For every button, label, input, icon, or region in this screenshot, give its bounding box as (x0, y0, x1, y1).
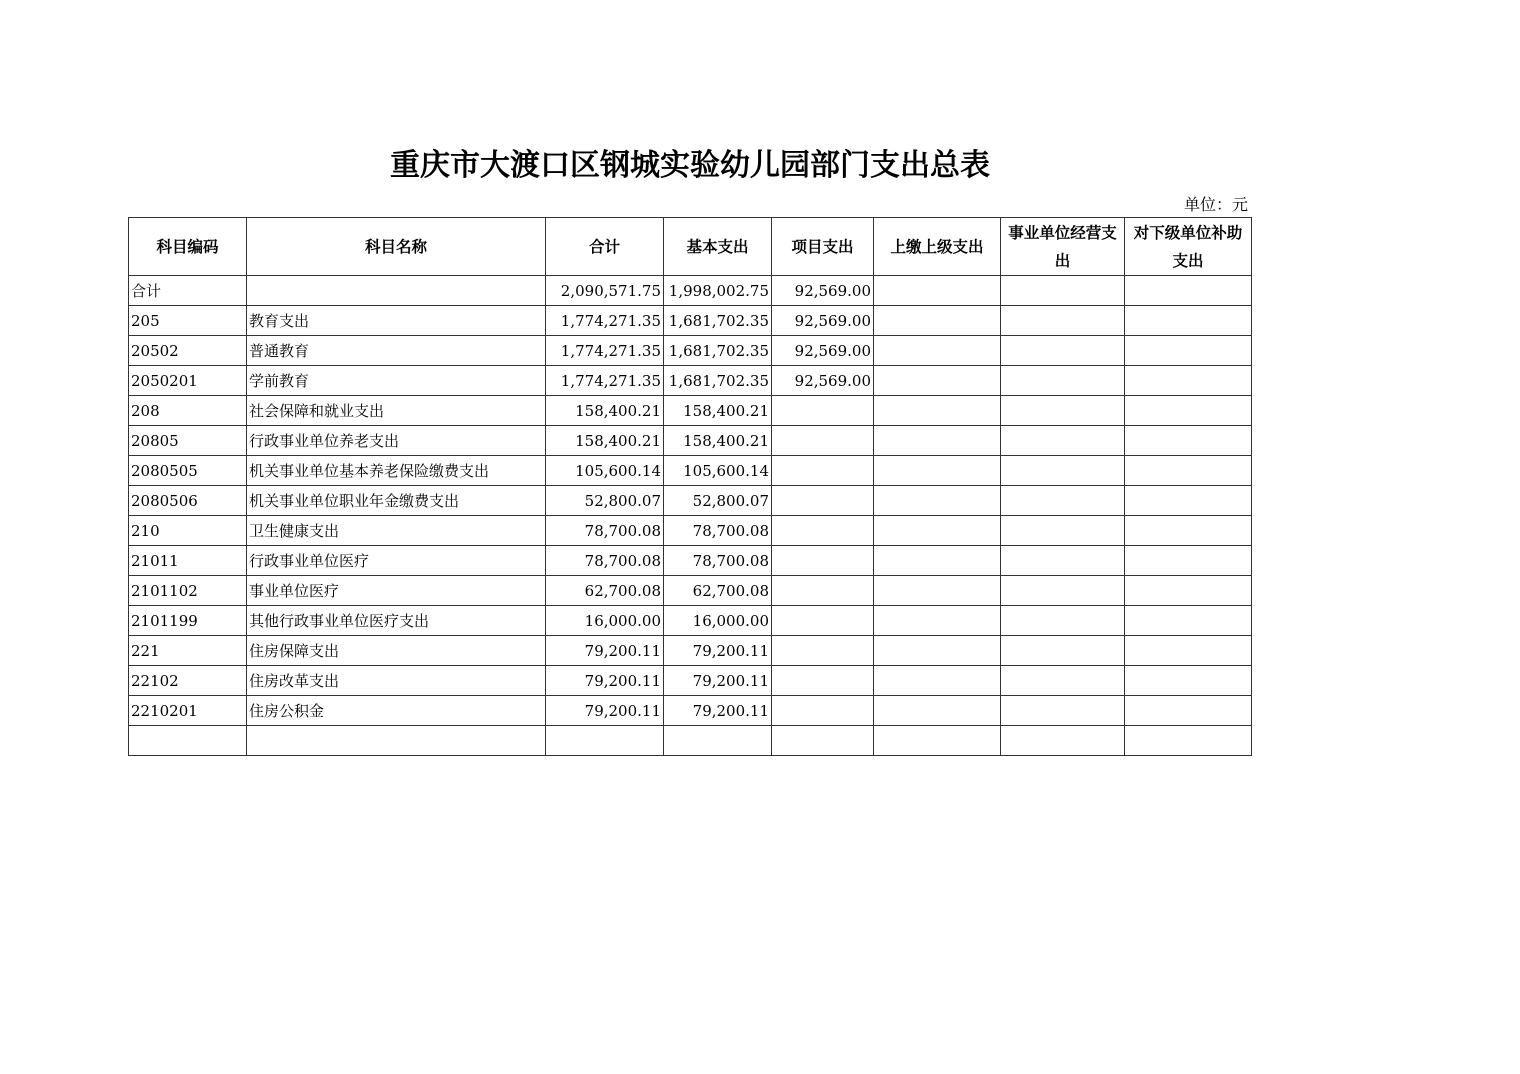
cell-subsidy (1125, 456, 1252, 486)
cell-code: 20502 (129, 336, 247, 366)
cell-subsidy (1125, 306, 1252, 336)
cell-upper (874, 546, 1001, 576)
cell-subsidy (1125, 666, 1252, 696)
cell-upper (874, 396, 1001, 426)
cell-name: 普通教育 (247, 336, 546, 366)
cell-total: 16,000.00 (546, 606, 664, 636)
cell-code: 2210201 (129, 696, 247, 726)
cell-code: 208 (129, 396, 247, 426)
cell-code: 21011 (129, 546, 247, 576)
cell-code: 221 (129, 636, 247, 666)
cell-total: 1,774,271.35 (546, 306, 664, 336)
table-row (129, 606, 1252, 636)
cell-business (1001, 486, 1125, 516)
cell-basic: 79,200.11 (664, 696, 772, 726)
cell-upper (874, 606, 1001, 636)
cell-name: 机关事业单位基本养老保险缴费支出 (247, 456, 546, 486)
cell-subsidy (1125, 696, 1252, 726)
cell-subsidy (1125, 486, 1252, 516)
cell-basic: 78,700.08 (664, 546, 772, 576)
cell-code: 2080505 (129, 456, 247, 486)
cell-basic: 62,700.08 (664, 576, 772, 606)
table-body (129, 276, 1252, 756)
cell-name: 住房保障支出 (247, 636, 546, 666)
column-header-subsidy: 对下级单位补助支出 (1125, 218, 1252, 276)
cell-total: 79,200.11 (546, 696, 664, 726)
cell-upper (874, 516, 1001, 546)
cell-project: 92,569.00 (772, 306, 874, 336)
cell-total: 1,774,271.35 (546, 366, 664, 396)
cell-code: 205 (129, 306, 247, 336)
column-header-project: 项目支出 (772, 218, 874, 276)
cell-code: 2080506 (129, 486, 247, 516)
cell-business (1001, 366, 1125, 396)
cell-total: 2,090,571.75 (546, 276, 664, 306)
table-row (129, 516, 1252, 546)
cell-basic: 1,681,702.35 (664, 306, 772, 336)
cell-total: 78,700.08 (546, 546, 664, 576)
cell-subsidy (1125, 516, 1252, 546)
cell-business (1001, 336, 1125, 366)
cell-business (1001, 456, 1125, 486)
table-row (129, 636, 1252, 666)
cell-name: 行政事业单位养老支出 (247, 426, 546, 456)
cell-business (1001, 636, 1125, 666)
cell-business (1001, 396, 1125, 426)
cell-business (1001, 696, 1125, 726)
cell-project: 92,569.00 (772, 276, 874, 306)
cell-project (772, 726, 874, 756)
table-row (129, 696, 1252, 726)
cell-name: 事业单位医疗 (247, 576, 546, 606)
cell-code: 210 (129, 516, 247, 546)
cell-business (1001, 276, 1125, 306)
cell-name: 卫生健康支出 (247, 516, 546, 546)
cell-project (772, 576, 874, 606)
unit-label: 单位：元 (1183, 195, 1248, 214)
cell-upper (874, 276, 1001, 306)
cell-total: 79,200.11 (546, 636, 664, 666)
column-header-upper: 上缴上级支出 (874, 218, 1001, 276)
cell-project (772, 456, 874, 486)
cell-code: 2101102 (129, 576, 247, 606)
table-row (129, 426, 1252, 456)
cell-upper (874, 426, 1001, 456)
column-header-total: 合计 (546, 218, 664, 276)
cell-total: 62,700.08 (546, 576, 664, 606)
cell-project (772, 426, 874, 456)
table-row (129, 546, 1252, 576)
cell-name: 其他行政事业单位医疗支出 (247, 606, 546, 636)
cell-name (247, 726, 546, 756)
cell-upper (874, 636, 1001, 666)
table-row (129, 726, 1252, 756)
cell-upper (874, 696, 1001, 726)
cell-upper (874, 456, 1001, 486)
cell-upper (874, 576, 1001, 606)
cell-total (546, 726, 664, 756)
expenditure-table (128, 217, 1252, 756)
table-row (129, 336, 1252, 366)
cell-code: 2050201 (129, 366, 247, 396)
cell-code: 2101199 (129, 606, 247, 636)
cell-total: 158,400.21 (546, 396, 664, 426)
cell-name: 学前教育 (247, 366, 546, 396)
cell-basic: 16,000.00 (664, 606, 772, 636)
cell-project (772, 396, 874, 426)
cell-total: 1,774,271.35 (546, 336, 664, 366)
cell-name (247, 276, 546, 306)
table-header-row (129, 218, 1252, 276)
cell-subsidy (1125, 576, 1252, 606)
cell-basic: 158,400.21 (664, 396, 772, 426)
cell-subsidy (1125, 336, 1252, 366)
cell-code: 合计 (129, 276, 247, 306)
cell-business (1001, 426, 1125, 456)
table-row (129, 666, 1252, 696)
cell-total: 78,700.08 (546, 516, 664, 546)
cell-total: 79,200.11 (546, 666, 664, 696)
table-row (129, 366, 1252, 396)
cell-subsidy (1125, 366, 1252, 396)
cell-business (1001, 666, 1125, 696)
cell-basic (664, 726, 772, 756)
cell-project (772, 486, 874, 516)
cell-code: 20805 (129, 426, 247, 456)
cell-subsidy (1125, 426, 1252, 456)
cell-project (772, 636, 874, 666)
cell-subsidy (1125, 636, 1252, 666)
column-header-code: 科目编码 (129, 218, 247, 276)
cell-code: 22102 (129, 666, 247, 696)
cell-project (772, 696, 874, 726)
cell-subsidy (1125, 546, 1252, 576)
cell-business (1001, 576, 1125, 606)
cell-basic: 78,700.08 (664, 516, 772, 546)
cell-basic: 1,998,002.75 (664, 276, 772, 306)
cell-business (1001, 306, 1125, 336)
cell-upper (874, 366, 1001, 396)
cell-subsidy (1125, 726, 1252, 756)
table-row (129, 396, 1252, 426)
cell-name: 教育支出 (247, 306, 546, 336)
cell-basic: 52,800.07 (664, 486, 772, 516)
cell-business (1001, 546, 1125, 576)
cell-upper (874, 486, 1001, 516)
table-row (129, 306, 1252, 336)
cell-name: 机关事业单位职业年金缴费支出 (247, 486, 546, 516)
cell-basic: 158,400.21 (664, 426, 772, 456)
cell-basic: 79,200.11 (664, 636, 772, 666)
cell-business (1001, 726, 1125, 756)
cell-subsidy (1125, 606, 1252, 636)
cell-project (772, 666, 874, 696)
cell-business (1001, 606, 1125, 636)
cell-business (1001, 516, 1125, 546)
cell-basic: 1,681,702.35 (664, 366, 772, 396)
cell-name: 行政事业单位医疗 (247, 546, 546, 576)
table-row (129, 576, 1252, 606)
column-header-basic: 基本支出 (664, 218, 772, 276)
page-title: 重庆市大渡口区钢城实验幼儿园部门支出总表 (390, 148, 990, 183)
cell-total: 52,800.07 (546, 486, 664, 516)
cell-project (772, 606, 874, 636)
cell-project: 92,569.00 (772, 366, 874, 396)
cell-subsidy (1125, 396, 1252, 426)
cell-code (129, 726, 247, 756)
cell-project (772, 516, 874, 546)
cell-name: 住房改革支出 (247, 666, 546, 696)
table-row (129, 276, 1252, 306)
cell-total: 158,400.21 (546, 426, 664, 456)
cell-upper (874, 666, 1001, 696)
cell-upper (874, 726, 1001, 756)
cell-total: 105,600.14 (546, 456, 664, 486)
cell-name: 社会保障和就业支出 (247, 396, 546, 426)
column-header-name: 科目名称 (247, 218, 546, 276)
cell-upper (874, 336, 1001, 366)
cell-subsidy (1125, 276, 1252, 306)
cell-project: 92,569.00 (772, 336, 874, 366)
cell-basic: 79,200.11 (664, 666, 772, 696)
table-row (129, 456, 1252, 486)
cell-upper (874, 306, 1001, 336)
column-header-business: 事业单位经营支出 (1001, 218, 1125, 276)
cell-basic: 105,600.14 (664, 456, 772, 486)
table-row (129, 486, 1252, 516)
cell-name: 住房公积金 (247, 696, 546, 726)
cell-basic: 1,681,702.35 (664, 336, 772, 366)
cell-project (772, 546, 874, 576)
